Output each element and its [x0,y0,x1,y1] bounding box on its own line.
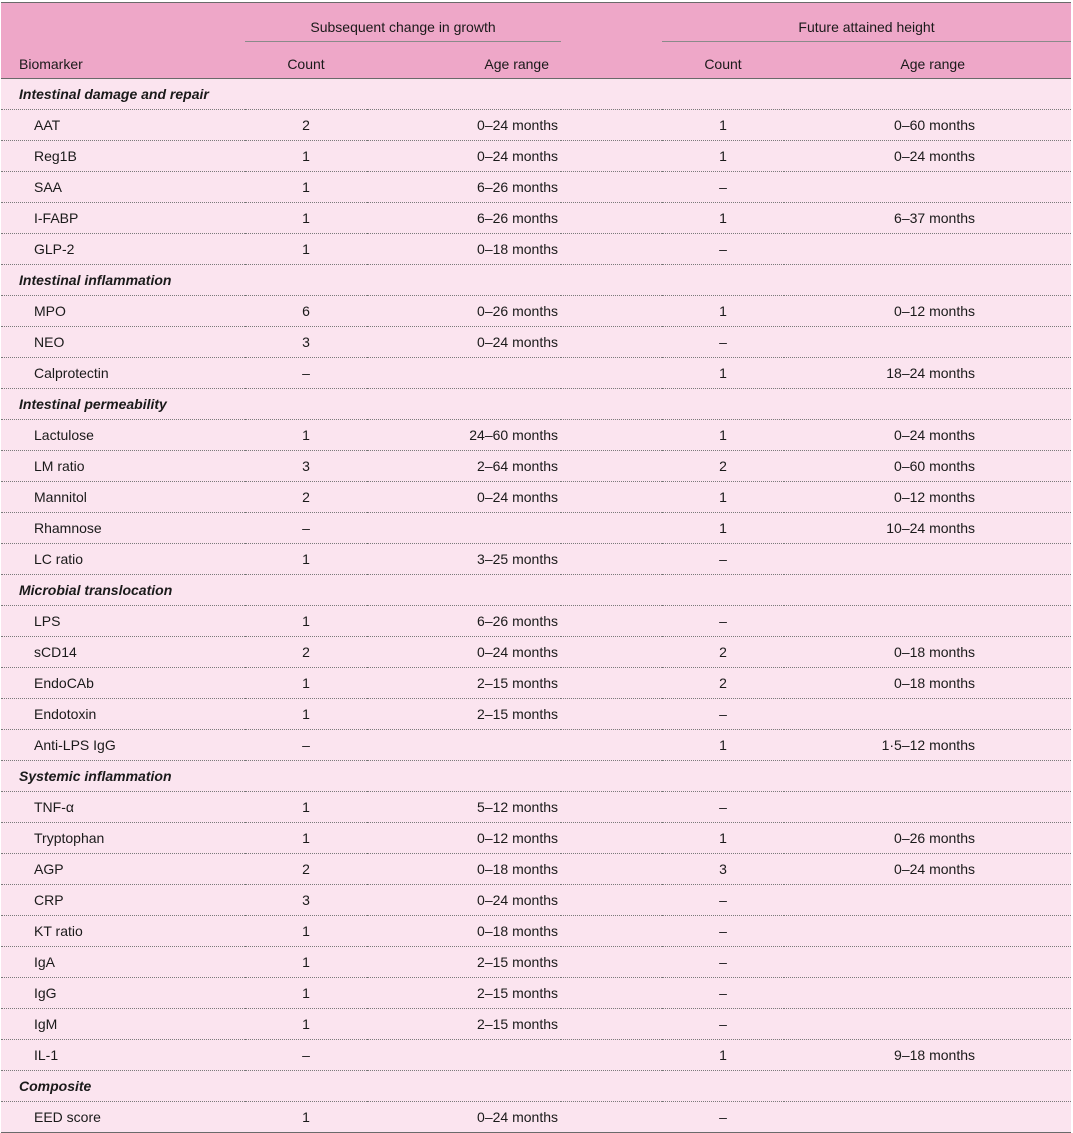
spacer-cell [561,854,662,885]
count-column-header-growth: Count [245,42,367,79]
biomarker-name: LM ratio [1,451,245,482]
growth-age-range: 0–24 months [367,637,561,668]
age-range-column-header-height: Age range [784,42,1071,79]
growth-count: 2 [245,637,367,668]
table-row [1,358,1071,389]
height-age-range: 0–24 months [784,420,1071,451]
growth-count: 1 [245,792,367,823]
height-age-range: 9–18 months [784,1040,1071,1071]
biomarker-name: Anti-LPS IgG [1,730,245,761]
growth-count: 1 [245,978,367,1009]
growth-count: 1 [245,823,367,854]
growth-age-range [367,730,561,761]
growth-age-range: 0–24 months [367,141,561,172]
height-count: 3 [662,854,784,885]
growth-age-range: 0–24 months [367,482,561,513]
table-row [1,172,1071,203]
growth-age-range [367,358,561,389]
spacer-cell [561,978,662,1009]
height-age-range: 0–60 months [784,451,1071,482]
height-count: – [662,544,784,575]
spacer-cell [561,1040,662,1071]
category-row [1,265,1071,296]
growth-count: 1 [245,699,367,730]
category-row [1,761,1071,792]
height-count: – [662,327,784,358]
growth-age-range: 5–12 months [367,792,561,823]
spacer-cell [561,110,662,141]
height-age-range: 0–18 months [784,668,1071,699]
growth-count: 2 [245,110,367,141]
spacer-cell [561,792,662,823]
spacer-cell [561,947,662,978]
height-count: – [662,606,784,637]
growth-age-range: 2–15 months [367,947,561,978]
height-age-range [784,885,1071,916]
biomarker-name: I-FABP [1,203,245,234]
growth-count: 6 [245,296,367,327]
height-age-range: 0–60 months [784,110,1071,141]
growth-count: 3 [245,327,367,358]
spacer-cell [561,606,662,637]
table-row [1,203,1071,234]
spacer-cell [561,699,662,730]
table-row [1,699,1071,730]
biomarker-name: NEO [1,327,245,358]
growth-count: 1 [245,947,367,978]
biomarker-name: TNF-α [1,792,245,823]
table-row [1,110,1071,141]
table-row [1,606,1071,637]
table-row [1,916,1071,947]
height-age-range [784,1009,1071,1040]
growth-age-range: 0–18 months [367,234,561,265]
biomarker-name: sCD14 [1,637,245,668]
table-row [1,1040,1071,1071]
growth-age-range: 6–26 months [367,203,561,234]
table-row [1,141,1071,172]
growth-count: 1 [245,141,367,172]
table-row [1,296,1071,327]
biomarker-name: EndoCAb [1,668,245,699]
growth-age-range: 0–26 months [367,296,561,327]
biomarker-name: SAA [1,172,245,203]
table-row [1,823,1071,854]
height-age-range: 0–12 months [784,296,1071,327]
spacer-cell [561,544,662,575]
height-count: – [662,1102,784,1133]
biomarker-name: Reg1B [1,141,245,172]
spacer-cell [561,420,662,451]
table-row [1,730,1071,761]
growth-count: – [245,513,367,544]
table-row [1,668,1071,699]
spacer-cell [561,1102,662,1133]
height-count: 1 [662,482,784,513]
category-row [1,1071,1071,1102]
height-age-range [784,234,1071,265]
spacer-cell [561,141,662,172]
table-row [1,451,1071,482]
table-row [1,420,1071,451]
height-age-range [784,172,1071,203]
growth-age-range: 2–64 months [367,451,561,482]
spacer-cell [561,668,662,699]
age-range-column-header-growth: Age range [367,42,561,79]
height-age-range: 1·5–12 months [784,730,1071,761]
biomarker-name: CRP [1,885,245,916]
table-header [1,3,1071,79]
spacer-cell [561,916,662,947]
table-row [1,947,1071,978]
growth-count: 1 [245,1102,367,1133]
table-row [1,637,1071,668]
spacer-cell [561,513,662,544]
height-count: 2 [662,668,784,699]
height-count: – [662,792,784,823]
spacer-cell [561,637,662,668]
biomarker-name: Mannitol [1,482,245,513]
growth-age-range: 0–24 months [367,110,561,141]
spacer-cell [561,203,662,234]
height-age-range: 10–24 months [784,513,1071,544]
biomarker-name: MPO [1,296,245,327]
growth-count: 2 [245,854,367,885]
spacer-cell [561,885,662,916]
height-age-range: 0–24 months [784,141,1071,172]
table-body [1,79,1071,1133]
growth-count: – [245,730,367,761]
table-row [1,854,1071,885]
growth-age-range: 0–12 months [367,823,561,854]
spacer-cell [561,172,662,203]
category-label: Composite [1,1071,1071,1102]
category-label: Intestinal permeability [1,389,1071,420]
growth-count: – [245,1040,367,1071]
biomarker-name: IgG [1,978,245,1009]
spacer-cell [561,1009,662,1040]
height-count: 2 [662,451,784,482]
category-row [1,79,1071,110]
group-title-growth: Subsequent change in growth [245,3,561,42]
height-count: 1 [662,1040,784,1071]
biomarker-table [1,2,1071,1133]
height-age-range [784,916,1071,947]
height-count: – [662,1009,784,1040]
growth-count: 1 [245,234,367,265]
height-age-range: 0–24 months [784,854,1071,885]
height-count: – [662,978,784,1009]
biomarker-table-container [1,2,1071,1133]
spacer-cell [561,451,662,482]
biomarker-name: AAT [1,110,245,141]
height-age-range: 18–24 months [784,358,1071,389]
biomarker-name: Lactulose [1,420,245,451]
height-age-range: 0–18 months [784,637,1071,668]
growth-age-range [367,1040,561,1071]
height-count: – [662,699,784,730]
spacer-cell [561,482,662,513]
height-count: 1 [662,358,784,389]
height-count: 1 [662,141,784,172]
height-age-range [784,792,1071,823]
biomarker-name: LPS [1,606,245,637]
category-label: Microbial translocation [1,575,1071,606]
growth-age-range: 6–26 months [367,172,561,203]
biomarker-name: IL-1 [1,1040,245,1071]
height-age-range [784,947,1071,978]
height-count: – [662,947,784,978]
biomarker-name: EED score [1,1102,245,1133]
spacer-cell [561,327,662,358]
growth-age-range: 0–24 months [367,327,561,358]
category-label: Intestinal damage and repair [1,79,1071,110]
growth-age-range [367,513,561,544]
growth-age-range: 0–18 months [367,854,561,885]
height-age-range [784,327,1071,358]
height-count: 1 [662,296,784,327]
growth-count: 1 [245,544,367,575]
height-count: 1 [662,420,784,451]
height-count: – [662,234,784,265]
table-row [1,482,1071,513]
growth-age-range: 0–24 months [367,1102,561,1133]
table-row [1,885,1071,916]
growth-age-range: 2–15 months [367,978,561,1009]
growth-count: 1 [245,420,367,451]
growth-count: – [245,358,367,389]
height-age-range: 6–37 months [784,203,1071,234]
spacer-cell [561,296,662,327]
height-count: 1 [662,823,784,854]
height-count: 1 [662,110,784,141]
growth-age-range: 6–26 months [367,606,561,637]
table-row [1,513,1071,544]
biomarker-name: IgA [1,947,245,978]
growth-age-range: 2–15 months [367,668,561,699]
height-age-range: 0–26 months [784,823,1071,854]
biomarker-column-header: Biomarker [1,42,245,79]
table-row [1,234,1071,265]
spacer-cell [561,234,662,265]
category-label: Intestinal inflammation [1,265,1071,296]
table-row [1,1009,1071,1040]
table-row [1,327,1071,358]
height-count: – [662,172,784,203]
growth-age-range: 0–24 months [367,885,561,916]
spacer-cell [561,823,662,854]
biomarker-name: AGP [1,854,245,885]
growth-count: 1 [245,1009,367,1040]
table-row [1,792,1071,823]
height-age-range [784,978,1071,1009]
growth-age-range: 3–25 months [367,544,561,575]
growth-count: 1 [245,606,367,637]
biomarker-name: IgM [1,1009,245,1040]
growth-count: 1 [245,916,367,947]
height-age-range [784,699,1071,730]
height-age-range [784,606,1071,637]
category-row [1,389,1071,420]
growth-age-range: 0–18 months [367,916,561,947]
growth-count: 1 [245,203,367,234]
height-count: 1 [662,203,784,234]
height-age-range: 0–12 months [784,482,1071,513]
height-count: 2 [662,637,784,668]
height-age-range [784,544,1071,575]
height-age-range [784,1102,1071,1133]
category-label: Systemic inflammation [1,761,1071,792]
height-count: 1 [662,513,784,544]
biomarker-name: Tryptophan [1,823,245,854]
count-column-header-height: Count [662,42,784,79]
height-count: – [662,916,784,947]
biomarker-name: Calprotectin [1,358,245,389]
growth-age-range: 24–60 months [367,420,561,451]
height-count: – [662,885,784,916]
growth-count: 2 [245,482,367,513]
biomarker-name: KT ratio [1,916,245,947]
growth-count: 3 [245,885,367,916]
biomarker-name: GLP-2 [1,234,245,265]
spacer-cell [561,358,662,389]
table-row [1,1102,1071,1133]
biomarker-name: Endotoxin [1,699,245,730]
height-count: 1 [662,730,784,761]
growth-count: 1 [245,668,367,699]
growth-count: 1 [245,172,367,203]
table-row [1,544,1071,575]
biomarker-name: Rhamnose [1,513,245,544]
growth-age-range: 2–15 months [367,1009,561,1040]
table-row [1,978,1071,1009]
spacer-cell [561,730,662,761]
group-title-height: Future attained height [662,3,1071,42]
category-row [1,575,1071,606]
growth-count: 3 [245,451,367,482]
biomarker-name: LC ratio [1,544,245,575]
growth-age-range: 2–15 months [367,699,561,730]
